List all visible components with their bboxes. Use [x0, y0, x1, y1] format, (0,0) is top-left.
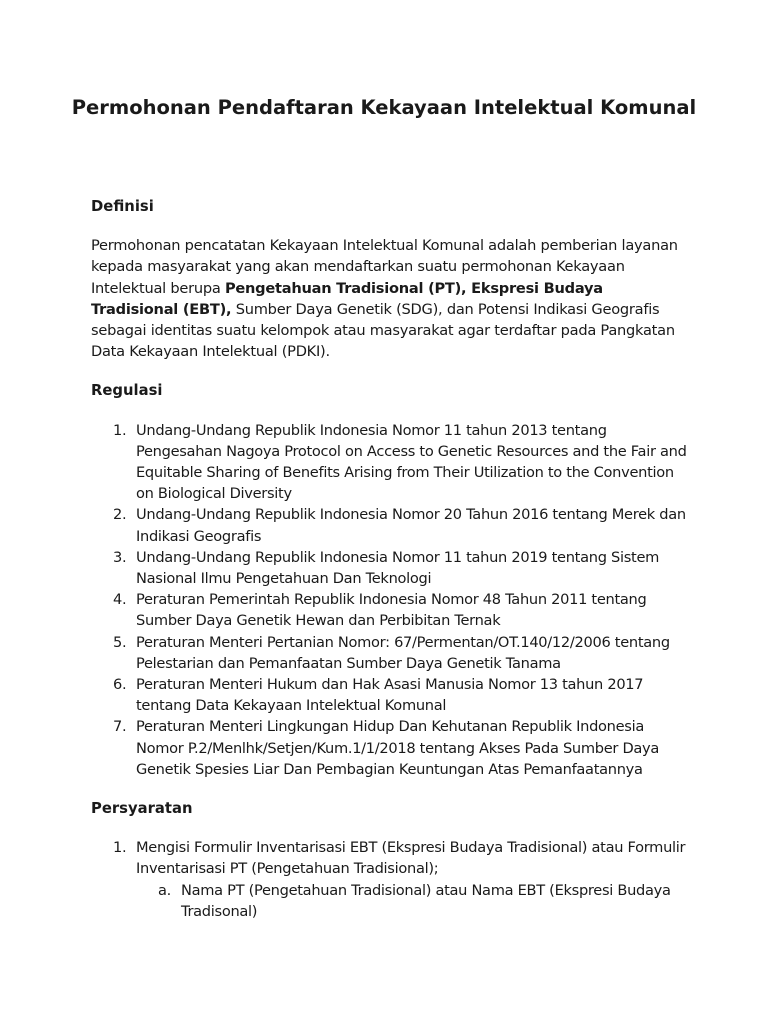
list-item	[91, 589, 691, 631]
sub-list-item-letter: a.	[158, 881, 171, 899]
list-item-number: 6.	[113, 676, 127, 694]
list-item	[91, 420, 691, 505]
list-item-number: 7.	[113, 718, 127, 736]
definisi-paragraph	[91, 235, 691, 362]
list-item	[91, 674, 691, 716]
list-item-text: Undang-Undang Republik Indonesia Nomor 20 Tahun 2016 tentang Merek dan Indikasi Geografis	[136, 506, 686, 545]
list-item-number: 5.	[113, 633, 127, 651]
list-item-number: 2.	[113, 506, 127, 524]
regulasi-list	[91, 420, 691, 780]
list-item-text: Undang-Undang Republik Indonesia Nomor 11 tahun 2013 tentang Pengesahan Nagoya Protocol on Access to Genetic Resources and the Fair and Equitable Sharing of Benefits Arising from Their Utilization to the Convention on Biological Diversity	[136, 421, 687, 503]
list-item-text: Peraturan Menteri Hukum dan Hak Asasi Manusia Nomor 13 tahun 2017 tentang Data Kekayaan Intelektual Komunal	[136, 676, 644, 715]
definisi-text-2: Sumber Daya Genetik (SDG), dan Potensi Indikasi Geografis sebagai identitas suatu kelompok atau masyarakat agar terdaftar pada Pangkatan Data Kekayaan Intelektual (PDKI).	[91, 300, 675, 361]
list-item	[91, 632, 691, 674]
persyaratan-list	[91, 837, 691, 922]
section-heading-regulasi: Regulasi	[91, 382, 163, 400]
list-item	[91, 716, 691, 780]
definisi-bold-text: Pengetahuan Tradisional (PT), Ekspresi Budaya Tradisional (EBT),	[91, 279, 603, 318]
list-item-number: 1.	[113, 839, 127, 857]
list-item-number: 4.	[113, 591, 127, 609]
list-item-text: Peraturan Menteri Pertanian Nomor: 67/Permentan/OT.140/12/2006 tentang Pelestarian dan Pemanfaatan Sumber Daya Genetik Tanama	[136, 633, 670, 672]
list-item	[91, 547, 691, 589]
list-item	[91, 504, 691, 546]
list-item-text: Undang-Undang Republik Indonesia Nomor 11 tahun 2019 tentang Sistem Nasional Ilmu Pengetahuan Dan Teknologi	[136, 548, 660, 588]
list-item-number: 3.	[113, 548, 127, 566]
definisi-text-1: Permohonan pencatatan Kekayaan Intelektual Komunal adalah pemberian layanan kepada masyarakat yang akan mendaftarkan suatu permohonan Kekayaan Intelektual berupa	[91, 237, 678, 297]
section-heading-definisi: Definisi	[91, 198, 154, 215]
list-item-text: Peraturan Menteri Lingkungan Hidup Dan Kehutanan Republik Indonesia Nomor P.2/Menlhk/Setjen/Kum.1/1/2018 tentang Akses Pada Sumber Daya Genetik Spesies Liar Dan Pembagian Keuntungan Atas Pemanfaatannya	[136, 718, 660, 778]
list-item	[91, 837, 691, 922]
list-item-text: Mengisi Formulir Inventarisasi EBT (Ekspresi Budaya Tradisional) atau Formulir Inventarisasi PT (Pengetahuan Tradisional);	[136, 839, 686, 878]
sub-list-item	[136, 880, 691, 922]
persyaratan-sublist	[136, 880, 691, 922]
document-title: Permohonan Pendaftaran Kekayaan Intelektual Komunal	[71, 96, 697, 119]
section-heading-persyaratan: Persyaratan	[91, 800, 193, 818]
list-item-number: 1.	[113, 421, 127, 439]
document-body	[91, 196, 691, 940]
sub-list-item-text: Nama PT (Pengetahuan Tradisional) atau Nama EBT (Ekspresi Budaya Tradisonal)	[181, 881, 671, 920]
list-item-text: Peraturan Pemerintah Republik Indonesia Nomor 48 Tahun 2011 tentang Sumber Daya Genetik Hewan dan Perbibitan Ternak	[136, 591, 647, 630]
